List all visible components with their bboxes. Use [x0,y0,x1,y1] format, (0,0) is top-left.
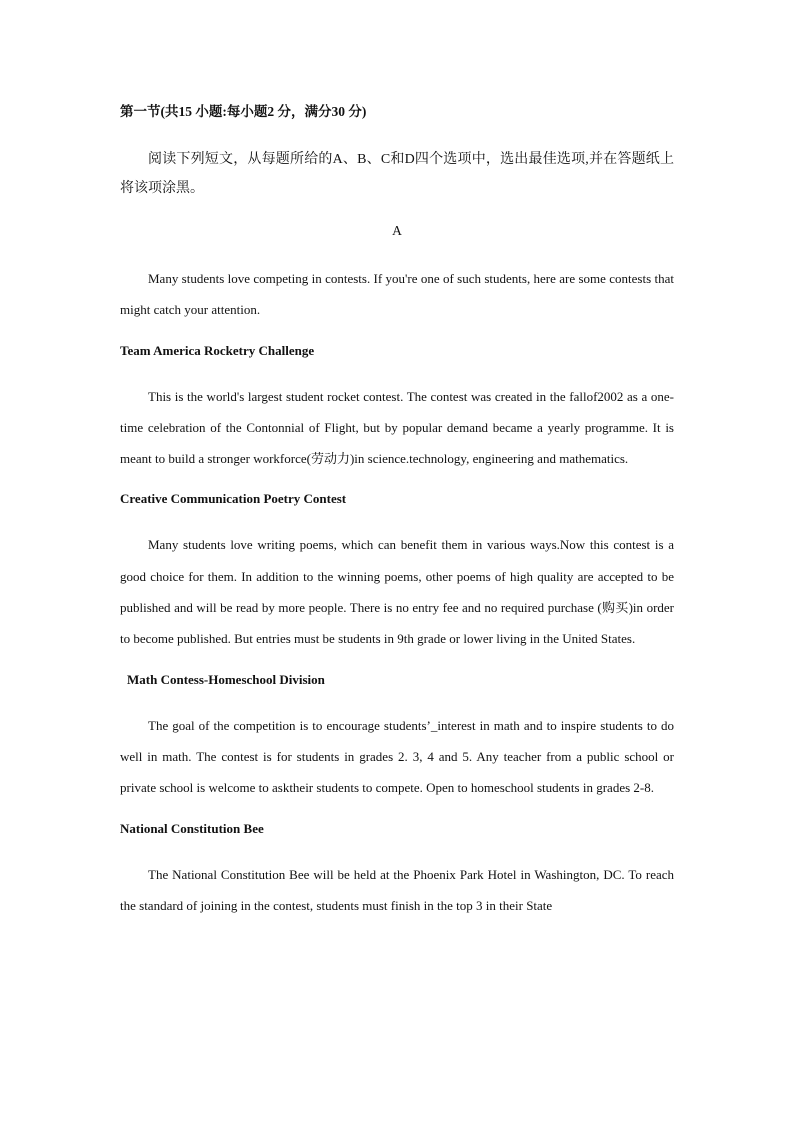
section-title: 第一节(共15 小题:每小题2 分，满分30 分) [120,104,367,119]
contest-body-poetry: Many students love writing poems, which can benefit them in various ways.Now this contest is a good choice for them. In addition to the winning poems, other poems of high quality are accepted to be published and will be read by more people. There is no entry fee and no required purchase (购买)in order to become published. But entries must be students in 9th grade or lower living in the United States. [120,537,674,647]
contest-title-math: Math Contess-Homeschool Division [127,671,325,687]
contest-title-poetry: Creative Communication Poetry Contest [120,491,347,507]
contest-title-constitution: National Constitution Bee [120,820,264,836]
contest-body-rocketry: This is the world's largest student rocket contest. The contest was created in the fallof2002 as a one-time celebration of the Contonnial of Flight, but by popular demand became a yearly programme. It is meant to build a stronger workforce(劳动力)in science.technology, engineering and mathematics. [120,388,674,467]
contest-body-math: The goal of the competition is to encourage students’_interest in math and to inspire students to do well in math. The contest is for students in grades 2. 3, 4 and 5. Any teacher from a public school or private school is welcome to asktheir students to compete. Open to homeschool students in grades 2-8. [120,717,674,796]
contest-title-rocketry: Team America Rocketry Challenge [120,342,315,358]
instructions: 阅读下列短文，从每题所给的A、B、C和D四个选项中，选出最佳选项,并在答题纸上将该项涂黑。 [120,152,674,196]
passage-letter: A [392,223,402,238]
contest-body-constitution: The National Constitution Bee will be held at the Phoenix Park Hotel in Washington, DC. To reach the standard of joining in the contest, students must finish in the top 3 in their State [120,866,674,913]
document-content [120,100,674,921]
passage-intro: Many students love competing in contests. If you're one of such students, here are some contests that might catch your attention. [120,271,674,318]
